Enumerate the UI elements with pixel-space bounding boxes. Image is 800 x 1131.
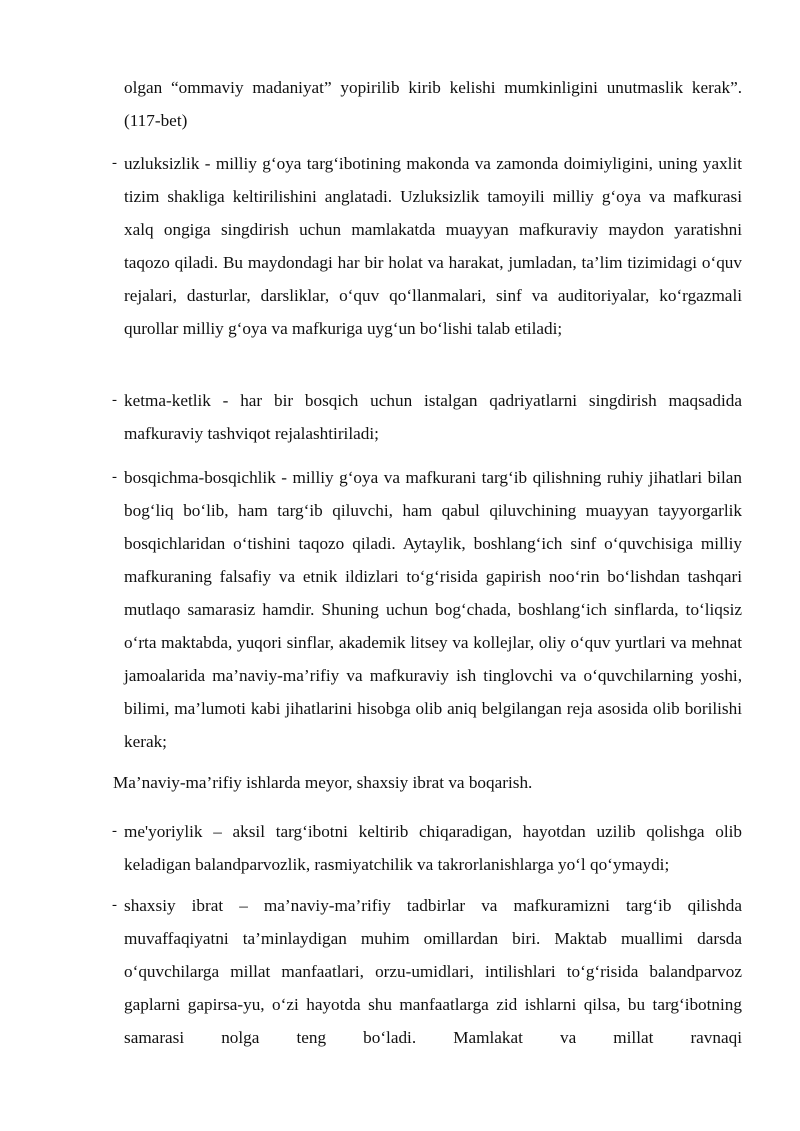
list-bullet: - [112, 897, 117, 913]
intro-paragraph [124, 71, 742, 137]
list-item-bosqichma-bosqichlik [112, 461, 742, 758]
list-bullet: - [112, 469, 117, 485]
list-item-text: bosqichma-bosqichlik - milliy g‘oya va mafkurani targ‘ib qilishning ruhiy jihatlari bilan bog‘liq bo‘lib, ham targ‘ib qiluvchi, ham qabul qiluvchining muayyan tayyorgarlik bosqichlaridan o‘tishini taqozo qiladi. Aytaylik, boshlang‘ich sinf o‘quvchisiga milliy mafkuraning falsafiy va etnik ildizlari to‘g‘risida gapirish noo‘rin bo‘lishdan tashqari mutlaqo samarasiz hamdir. Shuning uchun bog‘chada, boshlang‘ich sinflarda, to‘liqsiz o‘rta maktabda, yuqori sinflar, akademik litsey va kollejlar, oliy o‘quv yurtlari va mehnat jamoalarida ma’naviy-ma’rifiy va mafkuraviy ish tinglovchi va o‘quvchilarning yoshi, bilimi, ma’lumoti kabi jihatlarini hisobga olib aniq belgilangan reja asosida olib borilishi kerak; [124, 468, 742, 751]
list-item-shaxsiy-ibrat [112, 889, 742, 1054]
list-bullet: - [112, 823, 117, 839]
list-item-text: uzluksizlik - milliy g‘oya targ‘ibotining makonda va zamonda doimiyligini, uning yaxlit tizim shakliga keltirilishini anglatadi. Uzluksizlik tamoyili milliy g‘oya va mafkurasi xalq ongiga singdirish uchun mamlakatda muayyan mafkuraviy maydon yaratishni taqozo qiladi. Bu maydondagi har bir holat va harakat, jumladan, ta’lim tizimidagi o‘quv rejalari, dasturlar, darsliklar, o‘quv qo‘llanmalari, sinf va auditoriyalar, ko‘rgazmali qurollar milliy g‘oya va mafkuriga uyg‘un bo‘lishi talab etiladi; [124, 154, 742, 338]
list-item-ketma-ketlik [112, 384, 742, 450]
list-bullet: - [112, 155, 117, 171]
list-item-text: shaxsiy ibrat – ma’naviy-ma’rifiy tadbirlar va mafkuramizni targ‘ib qilishda muvaffaqiyatni ta’minlaydigan muhim omillardan biri. Maktab muallimi darsda o‘quvchilarga millat manfaatlari, orzu-umidlari, intilishlari to‘g‘risida balandparvoz gaplarni gapirsa-yu, o‘zi hayotda shu manfaatlarga zid ishlarni qilsa, bu targ‘ibotning samarasi nolga teng bo‘ladi. Mamlakat va millat ravnaqi [124, 896, 742, 1047]
list-item-uzluksizlik [112, 147, 742, 345]
section-heading [113, 766, 753, 799]
intro-text: olgan “ommaviy madaniyat” yopirilib kirib kelishi mumkinligini unutmaslik kerak”. (117-bet) [124, 78, 742, 130]
section-heading-text: Ma’naviy-ma’rifiy ishlarda meyor, shaxsiy ibrat va boqarish. [113, 773, 533, 792]
list-item-meyoriylik [112, 815, 742, 881]
list-item-text: ketma-ketlik - har bir bosqich uchun istalgan qadriyatlarni singdirish maqsadida mafkuraviy tashviqot rejalashtiriladi; [124, 391, 742, 443]
list-bullet: - [112, 392, 117, 408]
list-item-text: me'yoriylik – aksil targ‘ibotni keltirib chiqaradigan, hayotdan uzilib qolishga olib keladigan balandparvozlik, rasmiyatchilik va takrorlanishlarga yo‘l qo‘ymaydi; [124, 822, 742, 874]
